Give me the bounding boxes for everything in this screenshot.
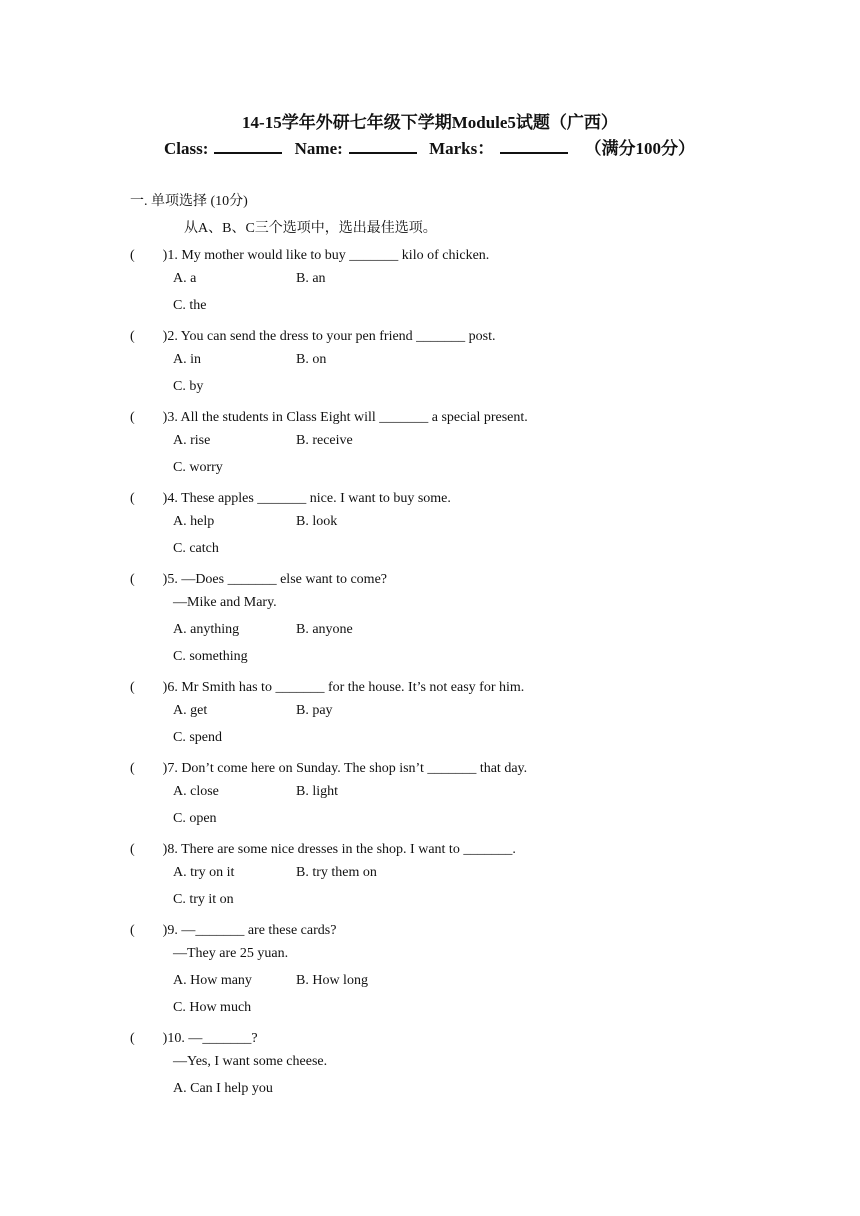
option-b: B. light bbox=[296, 784, 339, 799]
question-2: ( )2. You can send the dress to your pen friend _______ post. bbox=[130, 329, 496, 344]
dialogue-reply: —Yes, I want some cheese. bbox=[173, 1054, 328, 1069]
question-1: ( )1. My mother would like to buy _______ kilo of chicken. bbox=[130, 248, 490, 263]
question-9: ( )9. —_______ are these cards? bbox=[130, 923, 337, 938]
option-c: C. open bbox=[173, 811, 217, 826]
option-a: A. a bbox=[173, 271, 197, 286]
question-8: ( )8. There are some nice dresses in the shop. I want to _______. bbox=[130, 842, 516, 857]
option-a: A. help bbox=[173, 514, 215, 529]
option-b: B. an bbox=[296, 271, 326, 286]
option-c: C. the bbox=[173, 298, 207, 313]
dialogue-reply: —Mike and Mary. bbox=[173, 595, 277, 610]
option-a: A. anything bbox=[173, 622, 240, 637]
option-c: C. something bbox=[173, 649, 248, 664]
option-c: C. by bbox=[173, 379, 204, 394]
class-label: Class: bbox=[164, 139, 209, 158]
marks-label: Marks： bbox=[429, 139, 495, 158]
question-7: ( )7. Don’t come here on Sunday. The shop isn’t _______ that day. bbox=[130, 761, 528, 776]
question-6: ( )6. Mr Smith has to _______ for the house. It’s not easy for him. bbox=[130, 680, 525, 695]
option-c: C. spend bbox=[173, 730, 222, 745]
question-3: ( )3. All the students in Class Eight will _______ a special present. bbox=[130, 410, 528, 425]
option-b: B. How long bbox=[296, 973, 368, 988]
option-c: C. How much bbox=[173, 1000, 252, 1015]
section-heading: 一. 单项选择 (10分) bbox=[130, 194, 248, 209]
question-4: ( )4. These apples _______ nice. I want to buy some. bbox=[130, 491, 451, 506]
option-a: A. try on it bbox=[173, 865, 235, 880]
option-c: C. try it on bbox=[173, 892, 234, 907]
option-a: A. How many bbox=[173, 973, 252, 988]
class-blank bbox=[214, 138, 282, 154]
option-c: C. worry bbox=[173, 460, 223, 475]
option-b: B. look bbox=[296, 514, 338, 529]
option-b: B. pay bbox=[296, 703, 333, 718]
name-blank bbox=[349, 138, 417, 154]
option-b: B. on bbox=[296, 352, 327, 367]
marks-blank bbox=[500, 138, 568, 154]
option-b: B. anyone bbox=[296, 622, 353, 637]
question-5: ( )5. —Does _______ else want to come? bbox=[130, 572, 387, 587]
option-a: A. in bbox=[173, 352, 201, 367]
option-c: C. catch bbox=[173, 541, 219, 556]
option-a: A. rise bbox=[173, 433, 211, 448]
option-b: B. receive bbox=[296, 433, 353, 448]
document-title: 14-15学年外研七年级下学期Module5试题（广西） bbox=[242, 113, 618, 132]
option-a: A. get bbox=[173, 703, 208, 718]
full-score: （满分100分） bbox=[584, 139, 695, 158]
option-a: A. close bbox=[173, 784, 219, 799]
option-b: B. try them on bbox=[296, 865, 377, 880]
option-a: A. Can I help you bbox=[173, 1081, 273, 1096]
dialogue-reply: —They are 25 yuan. bbox=[173, 946, 289, 961]
student-info-line bbox=[164, 134, 695, 159]
question-10: ( )10. —_______? bbox=[130, 1031, 258, 1046]
name-label: Name: bbox=[294, 139, 343, 158]
section-instruction: 从A、B、C三个选项中，选出最佳选项。 bbox=[184, 221, 437, 236]
